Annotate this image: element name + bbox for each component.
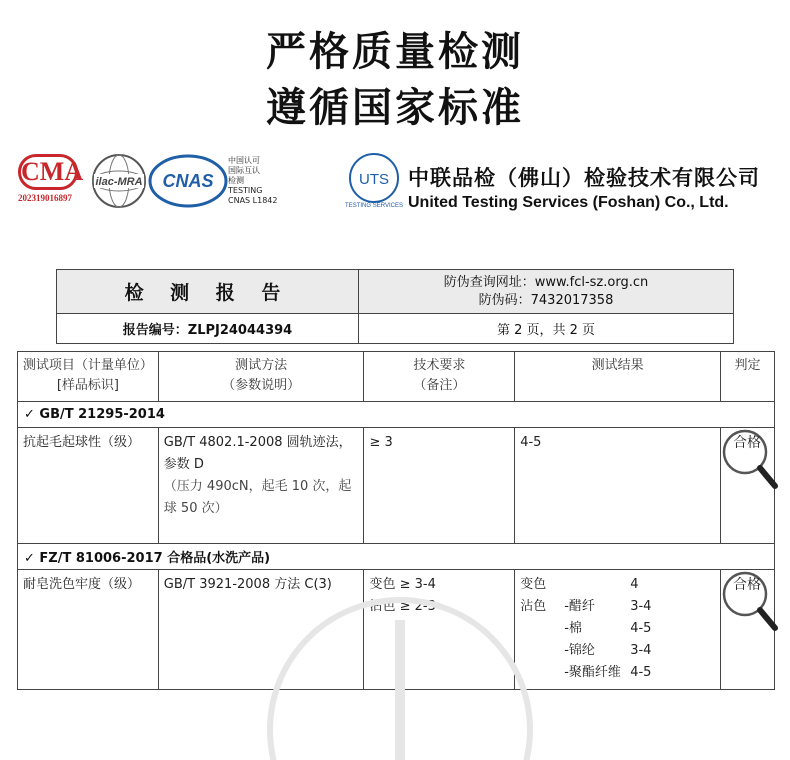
test-result: 4-5 <box>515 428 721 544</box>
requirement-line: 变色 ≥ 3-4 <box>369 577 436 592</box>
test-item: 耐皂洗色牢度（级） <box>18 570 159 690</box>
cnas-line: 检测 <box>228 176 244 185</box>
section-standard: ✓ GB/T 21295-2014 <box>18 402 775 428</box>
headline-line1: 严格质量检测 <box>266 29 524 75</box>
cnas-logo <box>148 154 228 208</box>
result-b: -棉 <box>564 621 582 636</box>
cma-logo <box>18 154 88 203</box>
column-header: 测试方法 （参数说明） <box>158 352 364 402</box>
cnas-line: 中国认可 <box>228 156 260 165</box>
column-header: 测试结果 <box>515 352 721 402</box>
result-b: -醋纤 <box>564 599 595 614</box>
anti-fake-code: 防伪码：7432017358 <box>478 292 614 308</box>
section-standard: ✓ FZ/T 81006-2017 合格品(水洗产品) <box>18 544 775 570</box>
method-text: GB/T 4802.1-2008 圆轨迹法，参数 D <box>163 435 352 472</box>
result-c: 4-5 <box>630 665 652 680</box>
certification-logos <box>18 148 778 218</box>
cnas-line: TESTING <box>228 186 263 195</box>
cnas-text: CNAS <box>162 171 214 191</box>
method-params: （压力 490cN，起毛 10 次，起球 50 次） <box>163 479 352 516</box>
headline-line2: 遵循国家标准 <box>266 85 524 131</box>
uts-ring-text: TESTING SERVICES <box>345 203 403 209</box>
ilac-mra-logo <box>90 152 148 210</box>
result-c: 4 <box>630 577 639 592</box>
result-a: 沾色 <box>520 599 547 614</box>
verify-url: 防伪查询网址：www.fcl-sz.org.cn <box>443 274 649 290</box>
report-verify-info <box>359 270 734 314</box>
test-item: 抗起毛起球性（级） <box>18 428 159 544</box>
table-header-row <box>18 352 775 402</box>
verdict-cell <box>721 428 775 544</box>
company-name-cn: 中联品检（佛山）检验技术有限公司 <box>408 166 760 190</box>
test-result <box>515 570 721 690</box>
verdict-text: 合格 <box>733 435 762 451</box>
requirement <box>364 570 515 690</box>
result-line <box>520 596 715 618</box>
result-c: 3-4 <box>630 599 652 614</box>
result-a <box>520 662 564 684</box>
cnas-caption <box>228 156 277 206</box>
report-header-table <box>56 269 734 344</box>
cma-mark: CMA <box>18 154 78 190</box>
requirement: ≥ 3 <box>364 428 515 544</box>
uts-text: UTS <box>359 171 389 188</box>
result-b: -锦纶 <box>564 643 595 658</box>
cnas-line: 国际互认 <box>228 166 260 175</box>
result-line <box>520 640 715 662</box>
verdict-text: 合格 <box>733 577 762 593</box>
table-row <box>18 570 775 690</box>
result-line <box>520 618 715 640</box>
test-results-table <box>17 351 775 690</box>
report-title: 检 测 报 告 <box>57 270 359 314</box>
column-header: 测试项目（计量单位） [样品标识] <box>18 352 159 402</box>
result-a: 变色 <box>520 577 547 592</box>
column-header: 技术要求 （备注） <box>364 352 515 402</box>
result-b <box>564 574 630 596</box>
report-number: 报告编号：ZLPJ24044394 <box>57 314 359 344</box>
result-line <box>520 662 715 684</box>
uts-logo <box>346 150 402 210</box>
cma-number: 202319016897 <box>18 193 72 203</box>
test-method: GB/T 3921-2008 方法 C(3) <box>158 570 364 690</box>
test-method <box>158 428 364 544</box>
verdict-cell <box>721 570 775 690</box>
result-c: 3-4 <box>630 643 652 658</box>
requirement-line: 沾色 ≥ 2-3 <box>369 599 436 614</box>
ilac-text: ilac-MRA <box>95 176 143 188</box>
cnas-line: CNAS L1842 <box>228 196 278 205</box>
company-name <box>408 162 760 212</box>
result-c: 4-5 <box>630 621 652 636</box>
column-header: 判定 <box>721 352 775 402</box>
result-a <box>520 640 564 662</box>
result-line <box>520 574 715 596</box>
table-row <box>18 428 775 544</box>
result-b: -聚酯纤维 <box>564 665 621 680</box>
section-row <box>18 544 775 570</box>
page-indicator: 第 2 页，共 2 页 <box>359 314 734 344</box>
company-name-en: United Testing Services (Foshan) Co., Ltd. <box>408 194 729 211</box>
section-row <box>18 402 775 428</box>
result-a <box>520 618 564 640</box>
